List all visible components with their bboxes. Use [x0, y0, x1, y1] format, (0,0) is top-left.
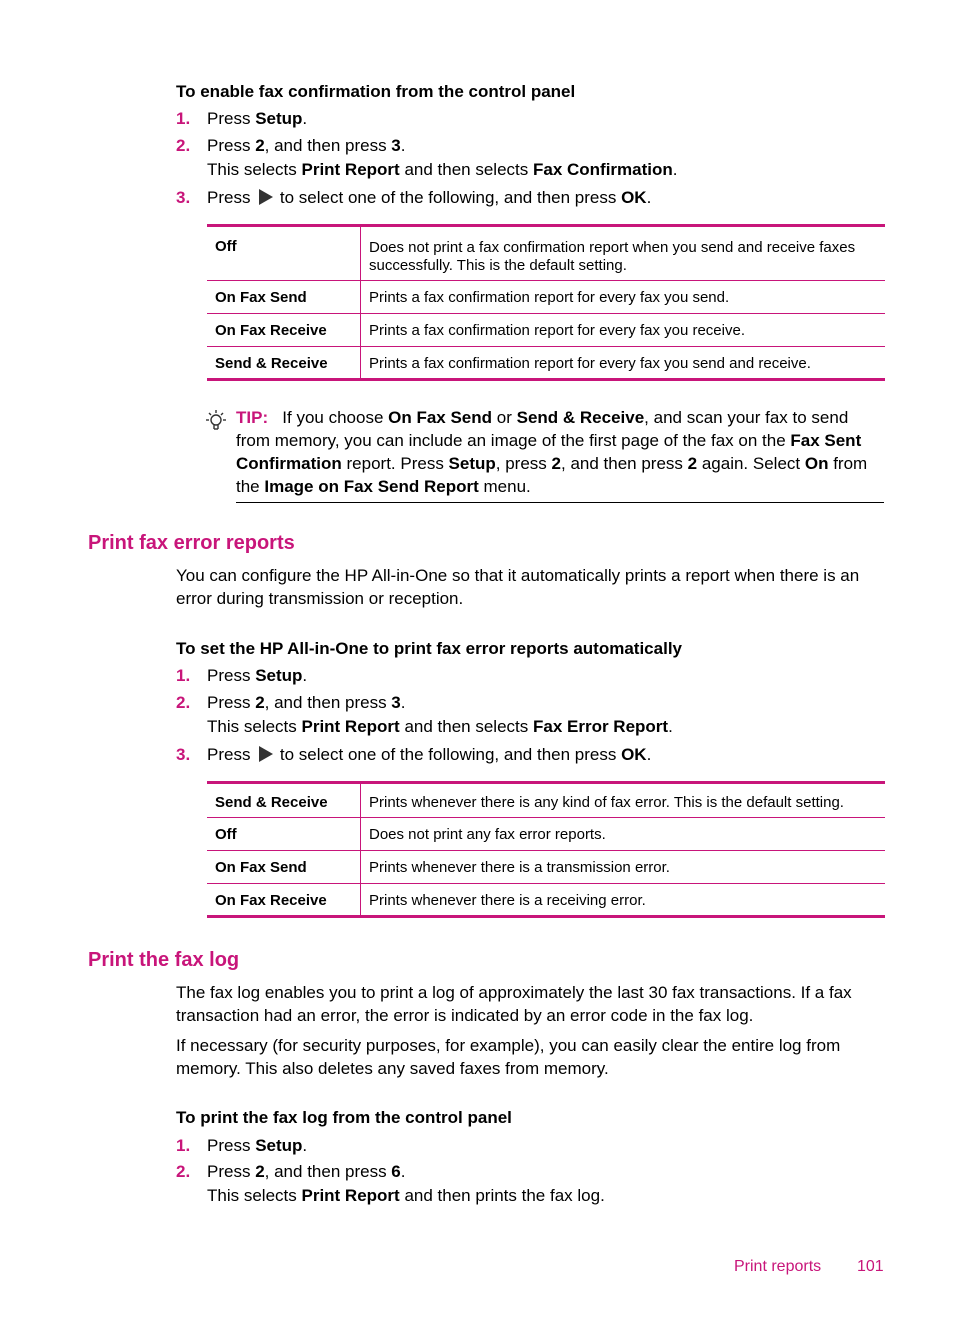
step-number: 2. [176, 1162, 191, 1181]
step-number: 2. [176, 136, 191, 155]
right-arrow-icon [259, 746, 273, 762]
paragraph: You can configure the HP All-in-One so that it automatically prints a report when there is an error during transmission or reception. [176, 566, 860, 608]
table-row: Off Does not print any fax error reports. [207, 818, 885, 851]
step-number: 3. [176, 745, 191, 764]
procedure-title: To print the fax log from the control panel [176, 1108, 512, 1127]
right-arrow-icon [259, 189, 273, 205]
step-item: 2. Press 2, and then press 3. This selects Print Report and then selects Fax Confirmation. [176, 136, 678, 179]
paragraph: The fax log enables you to print a log of approximately the last 30 fax transactions. If a fax transaction had an error, the error is indicated by an error code in the fax log. [176, 983, 852, 1025]
step-item: 2. Press 2, and then press 6. This selects Print Report and then prints the fax log. [176, 1162, 605, 1205]
step-number: 1. [176, 1136, 191, 1155]
step-item: 3. Press to select one of the following, and then press OK. [176, 186, 886, 210]
footer-section-label: Print reports [734, 1258, 822, 1275]
procedure-title: To enable fax confirmation from the control panel [176, 82, 576, 101]
table-row: On Fax Send Prints whenever there is a transmission error. [207, 851, 885, 884]
section-heading: Print fax error reports [88, 532, 295, 554]
page-number: 101 [857, 1258, 884, 1275]
step-number: 3. [176, 188, 191, 207]
step-item: 1. Press Setup. [176, 107, 886, 131]
step-item: 3. Press to select one of the following, and then press OK. [176, 743, 886, 767]
table-row: On Fax Receive Prints a fax confirmation report for every fax you receive. [207, 314, 885, 347]
table-row: On Fax Send Prints a fax confirmation report for every fax you send. [207, 281, 885, 314]
step-number: 1. [176, 109, 191, 128]
tip-box: TIP: If you choose On Fax Send or Send & Receive, and scan your fax to send from memory, you can include an image of the first page of the fax on the Fax Sent Confirmation report. Press Setup, press 2, and then press 2 again. Select On from the Image on Fax Send Report menu. [236, 408, 868, 496]
table-row: On Fax Receive Prints whenever there is a receiving error. [207, 884, 885, 917]
options-table [207, 781, 885, 918]
step-number: 1. [176, 666, 191, 685]
step-number: 2. [176, 693, 191, 712]
section-heading: Print the fax log [88, 949, 240, 971]
table-row: Off Does not print a fax confirmation report when you send and receive faxes successfully. This is the default setting. [207, 226, 885, 281]
step-item: 2. Press 2, and then press 3. This selects Print Report and then selects Fax Error Report. [176, 693, 673, 736]
table-row: Send & Receive Prints a fax confirmation report for every fax you send and receive. [207, 347, 885, 380]
step-item: 1. Press Setup. [176, 1134, 886, 1158]
table-row: Send & Receive Prints whenever there is any kind of fax error. This is the default setting. [207, 783, 885, 818]
options-table [207, 224, 885, 381]
tip-divider [236, 502, 884, 503]
procedure-title: To set the HP All-in-One to print fax error reports automatically [176, 639, 682, 658]
paragraph: If necessary (for security purposes, for example), you can easily clear the entire log from memory. This also deletes any saved faxes from memory. [176, 1036, 841, 1078]
tip-label: TIP: [236, 408, 269, 427]
step-item: 1. Press Setup. [176, 664, 886, 688]
